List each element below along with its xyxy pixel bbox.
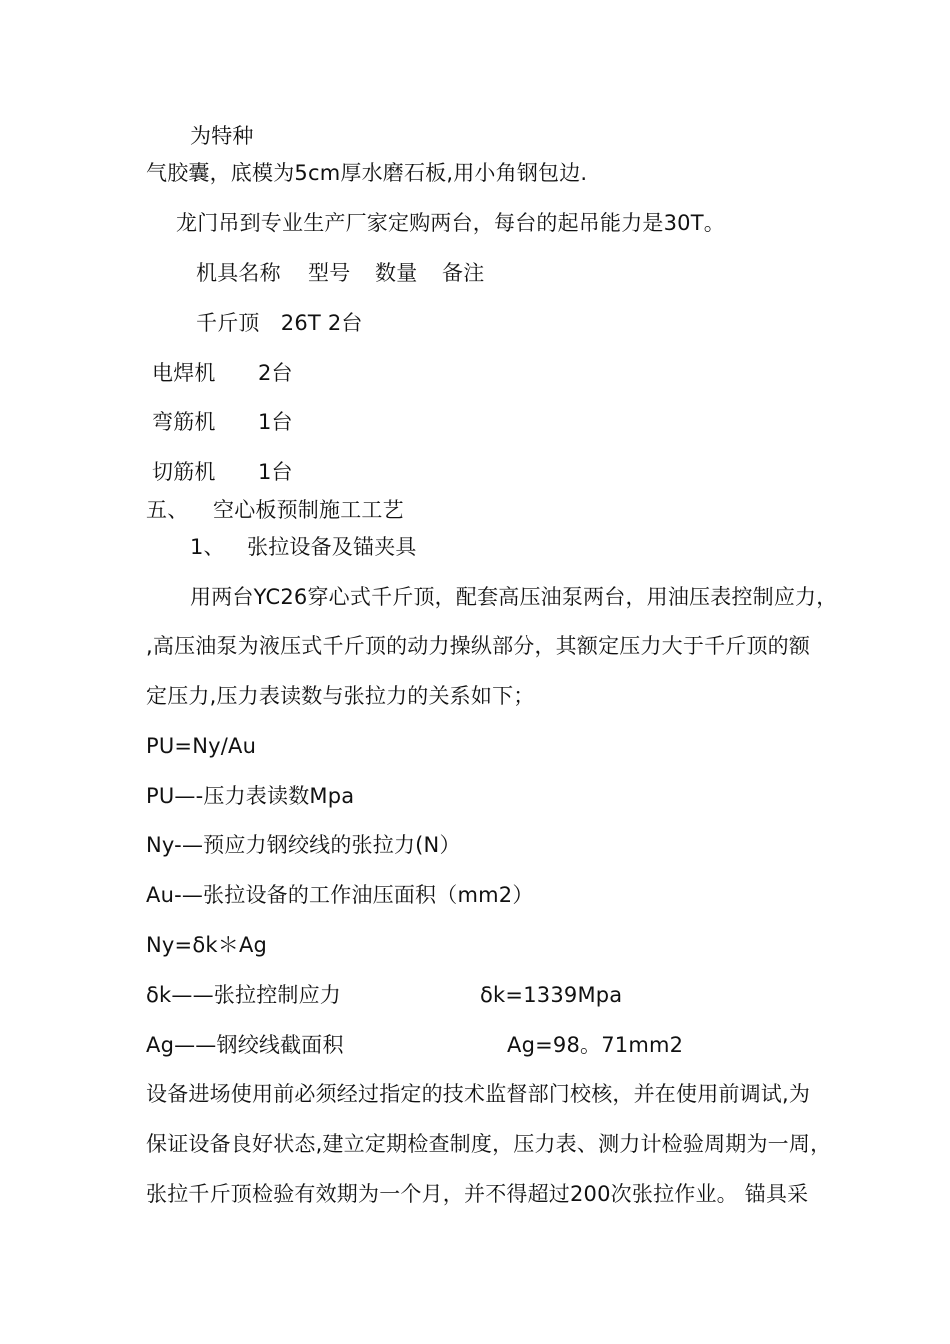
table-header-name: 机具名称 [196,261,281,285]
paragraph-line: 用两台YC26穿心式千斤顶，配套高压油泵两台，用油压表控制应力， [190,585,838,609]
section-title: 空心板预制施工工艺 [213,498,404,522]
equipment-row-welder: 电焊机 2台 [152,361,293,385]
equipment-table-header [196,258,516,288]
text-line: 气胶囊，底模为5cm厚水磨石板,用小角钢包边. [146,161,588,185]
text-line: 为特种 [190,124,254,148]
formula-pu: PU=Ny/Au [146,734,257,758]
text-line: 龙门吊到专业生产厂家定购两台，每台的起吊能力是30T。 [176,211,725,235]
formula-ag-label: Ag——钢绞线截面积 [146,1033,344,1057]
formula-definition-dk [146,980,666,1010]
paragraph-line: 张拉千斤顶检验有效期为一个月，并不得超过200次张拉作业。 锚具采 [146,1182,809,1206]
formula-dk-value: δk=1339Mpa [480,983,623,1007]
formula-dk-label: δk——张拉控制应力 [146,983,342,1007]
formula-definition-pu: PU—-压力表读数Mpa [146,784,355,808]
formula-definition-ag [146,1030,706,1060]
equipment-row-cutter: 切筋机 1台 [152,460,293,484]
formula-ag-value: Ag=98。71mm2 [507,1033,684,1057]
equipment-row-bender: 弯筋机 1台 [152,410,293,434]
paragraph-line: 保证设备良好状态,建立定期检查制度，压力表、测力计检验周期为一周， [146,1132,832,1156]
section-heading-5 [146,495,446,525]
paragraph-line: ,高压油泵为液压式千斤顶的动力操纵部分，其额定压力大于千斤顶的额 [146,634,811,658]
subsection-number: 1、 [190,535,225,559]
formula-definition-ny: Ny-—预应力钢绞线的张拉力(N） [146,833,461,857]
paragraph-line: 设备进场使用前必须经过指定的技术监督部门校核，并在使用前调试,为 [146,1082,811,1106]
section-number: 五、 [146,498,189,522]
formula-definition-au: Au-—张拉设备的工作油压面积（mm2） [146,883,534,907]
table-header-model: 型号 [308,261,351,285]
subsection-heading-1 [190,532,450,562]
formula-ny: Ny=δk＊Ag [146,933,268,957]
subsection-title: 张拉设备及锚夹具 [247,535,417,559]
equipment-row-jack: 千斤顶 26T 2台 [196,311,363,335]
table-header-quantity: 数量 [375,261,418,285]
paragraph-line: 定压力,压力表读数与张拉力的关系如下； [146,684,535,708]
table-header-remark: 备注 [442,261,485,285]
